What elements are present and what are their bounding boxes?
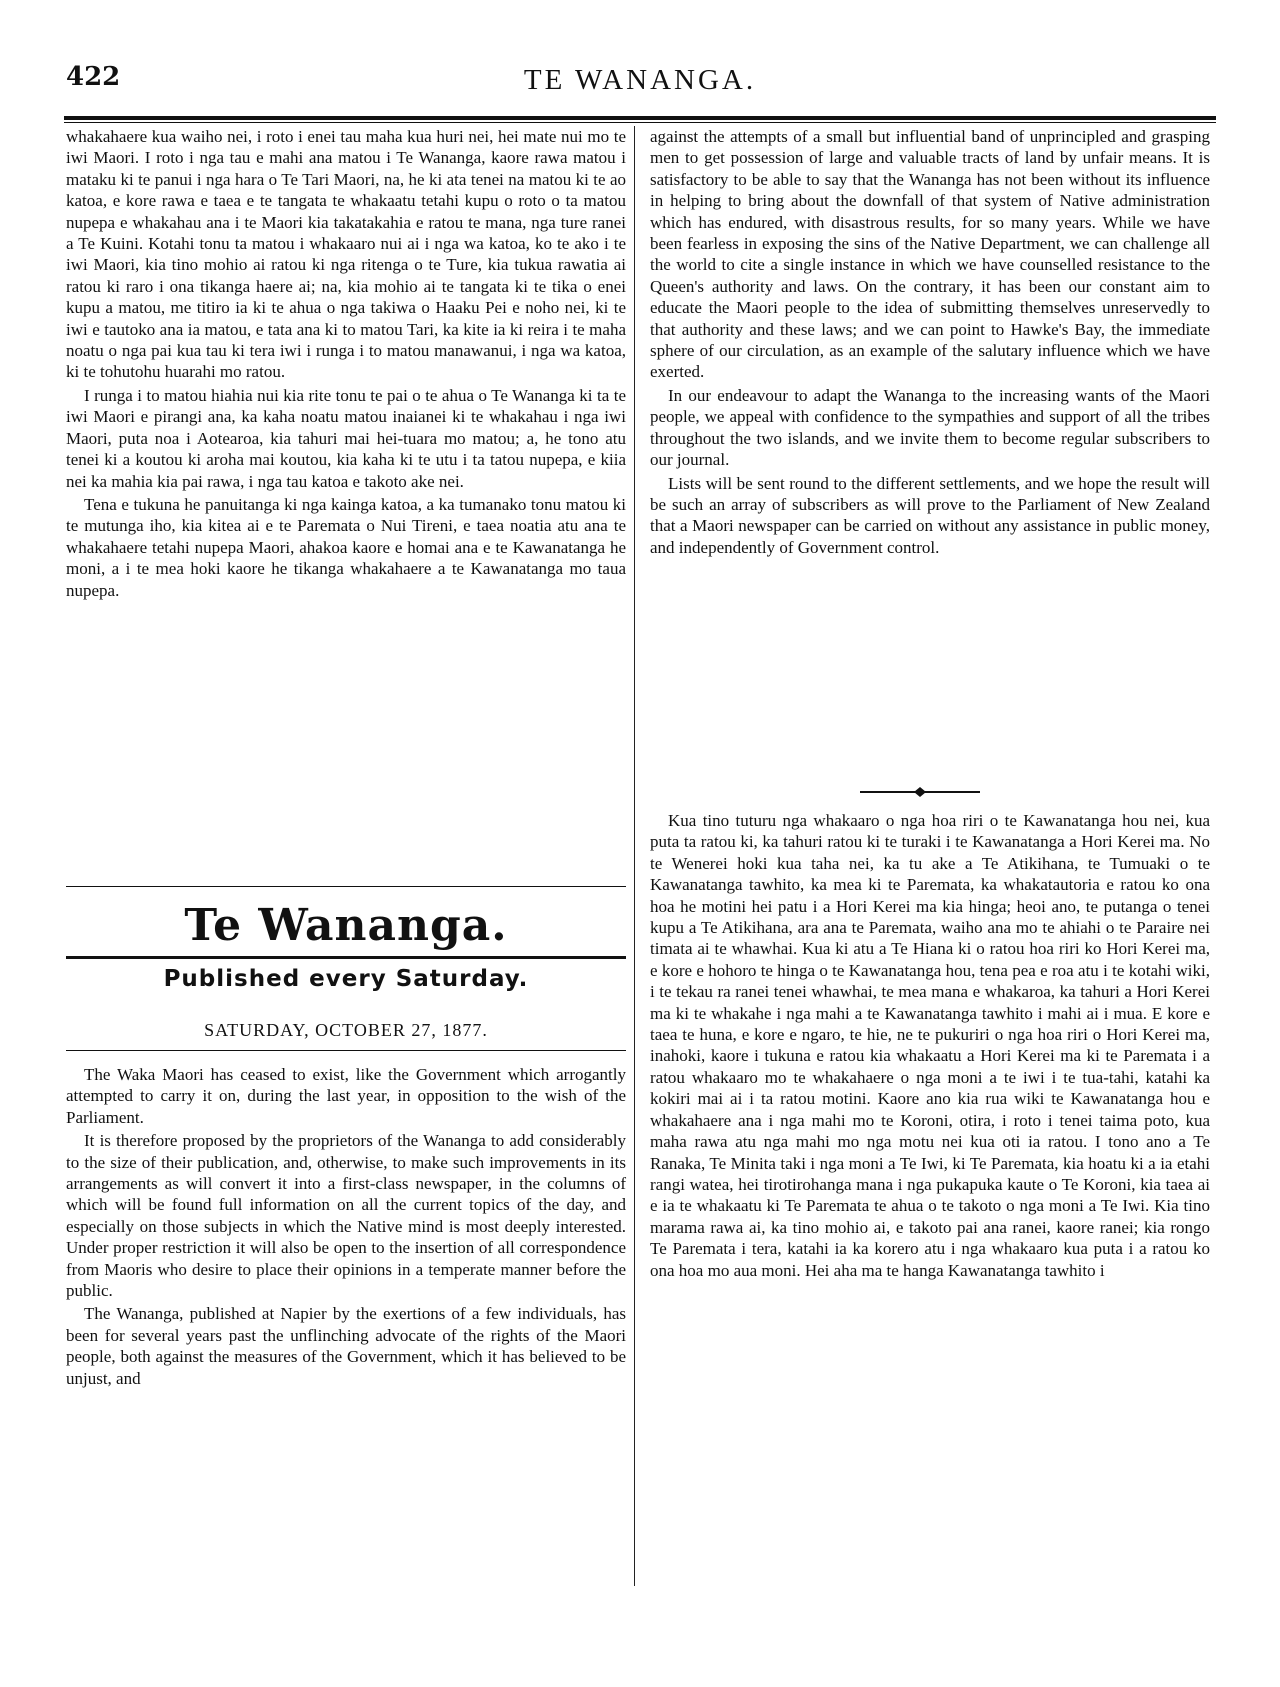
masthead-rule-bottom bbox=[66, 1050, 626, 1051]
paragraph: In our endeavour to adapt the Wananga to the increasing wants of the Maori people, we appeal with confidence to the sympathies and support of all the tribes throughout the two islands, and we invite them to become regular subscribers to our journal. bbox=[650, 385, 1210, 470]
header-rule-thin bbox=[64, 122, 1216, 123]
masthead-title: Te Wananga. bbox=[184, 900, 508, 951]
paragraph: whakahaere kua waiho nei, i roto i enei tau maha kua huri nei, hei mate nui mo te iwi Maori. I roto i nga tau e mahi ana matou i Te Wananga, kaore rawa matou i mataku ki te panui i nga hara o Te Tari Maori, na, he ki ata tenei na matou ki te ao katoa, e kore rawa e taea e te tangata te whakaatu tetahi kupu o roto o ta matou nupepa e whakahau ana i te Maori kia takatakahia e ratou te mana, nga ture ranei a Te Kuini. Kotahi tonu ta matou i whakaaro nui ai i nga wa katoa, ko te ako i te iwi Maori, kia tino mohio ai ratou ki nga ritenga o te Ture, kia tukua rawatia ai ratou ki raro i ona tikanga haere ai; na, kia mohio ai te tangata ki te tika o enei kupu a matou, me titiro ia ki te ahua o nga takiwa o Haaku Pei e noho nei, ki te iwi e tautoko ana ia matou, e tata ana ki to matou Tari, ka kite ia ki reira i te maha noatu o nga pai kua tau ki tera iwi i runga i to matou manawanui, i nga wa katoa, ki te tohutohu huarahi mo ratou. bbox=[66, 127, 626, 382]
page-number: 422 bbox=[66, 62, 121, 92]
paragraph: It is therefore proposed by the proprietors of the Wananga to add considerably to the size of their publication, and, otherwise, to make such improvements in its arrangements as will convert it into a first-class newspaper, in the columns of which will be found full information on all the current topics of the day, and especially on those subjects in which the Native mind is most deeply interested. Under proper restriction it will also be open to the insertion of all correspondence from Maoris who desire to place their opinions in a temperate manner before the public. bbox=[66, 1131, 626, 1301]
section-divider-ornament bbox=[860, 786, 980, 798]
header-rule bbox=[64, 116, 1216, 120]
masthead-rule-mid bbox=[66, 956, 626, 959]
masthead-subtitle: Published every Saturday. bbox=[163, 966, 529, 992]
paragraph: The Wananga, published at Napier by the exertions of a few individuals, has been for several years past the unflinching advocate of the rights of the Maori people, both against the measures of the Government, which it has believed to be unjust, and bbox=[66, 1304, 626, 1388]
right-column-maori bbox=[650, 810, 1210, 1281]
left-column-english bbox=[66, 1064, 626, 1389]
dateline: SATURDAY, OCTOBER 27, 1877. bbox=[204, 1020, 488, 1040]
right-column-english bbox=[650, 126, 1210, 558]
left-column-maori bbox=[66, 126, 626, 601]
paragraph: The Waka Maori has ceased to exist, like the Government which arrogantly attempted to carry it on, during the last year, in opposition to the wish of the Parliament. bbox=[66, 1065, 626, 1127]
paragraph: Lists will be sent round to the different settlements, and we hope the result will be such an array of subscribers as will prove to the Parliament of New Zealand that a Maori newspaper can be carried on without any assistance in public money, and independently of Government control. bbox=[650, 473, 1210, 557]
running-head: TE WANANGA. bbox=[523, 64, 757, 96]
masthead-rule-top bbox=[66, 886, 626, 887]
paragraph: Kua tino tuturu nga whakaaro o nga hoa riri o te Kawanatanga hou nei, kua puta ta ratou ki, ka tahuri ratou ki te turaki i te Kawanatanga a Hori Kerei ma. No te Wenerei hoki kua taha nei, ka tu ake a Te Atikihana, te Tumuaki o te Kawanatanga tawhito, ka mea ki te Paremata, ka whakatautoria e ratou ko ona hoa he motini hei patu i a Hori Kerei ma kia hinga; heoi ano, te putanga o tenei kupu a Te Atikihana, ara ana te Paremata, waiho ana mo te ahiahi o te Paraire nei timata ai te whawhai. Kua ki atu a Te Hiana ki o ratou hoa riri ko Hori Kerei ma, e kore e hohoro te hinga o te Kawanatanga hou, tena pea e roa atu i te kotahi wiki, i te tekau ra ranei tenei whawhai, te mea mana e whakaroa, ka tahuri a Hori Kerei ma ki te whakahe i nga mahi a te Kawanatanga tawhito i mahi ai i mua. E kore e taea te huna, e kore e ngaro, te hie, ne te pukuriri o nga hoa riri o Hori Kerei ma, inahoki, kaore i tukuna e ratou kia whakaatu a Hori Kerei ma ki te Paremata i a ratou whakaaro mo te whakahaere o nga moni a te iwi i te tua-tahi, katahi ka kokiri mai ai i ta ratou motini. Kaore ano kia rua wiki te Kawanatanga hou e whakahaere ana i nga mahi mo te Koroni, otira, i roto i tenei taima poto, kua maha rawa atu nga mahi mo nga motu nei kua oti ia ratou. I tono ano a Te Ranaka, Te Minita taki i nga moni a Te Iwi, ki Te Paremata, kia hoatu ki a ia etahi rangi watea, hei tirotirohanga mana i nga pukapuka kaute o Te Koroni, kia taea ai e ia te whakaatu ki Te Paremata te ahua o te takoto o nga moni a Te Iwi. Kia tino marama rawa ai, ka tino mohio ai, e takoto pai ana ranei, kaore ranei; kia rongo Te Paremata i tera, katahi ia ka korero atu i nga whakaaro kua puta i a ratou ko ona hoa mo aua moni. Hei aha ma te hanga Kawanatanga tawhito i bbox=[650, 811, 1210, 1280]
paragraph: I runga i to matou hiahia nui kia rite tonu te pai o te ahua o Te Wananga ki ta te iwi Maori e pirangi ana, ka kaha noatu matou inaianei ki te whakahau i nga iwi Maori, puta noa i Aotearoa, kia tahuri mai hei-tuara mo matou; a, he tono atu tenei ki a koutou ki aroha mai koutou, kia kaha ki te utu i ta tatou nupepa, e kiia nei ka mahia kia pai rawa, i nga tau katoa e takoto ake nei. bbox=[66, 385, 626, 491]
paragraph: against the attempts of a small but influential band of unprincipled and grasping men to get possession of large and valuable tracts of land by unfair means. It is satisfactory to be able to say that the Wananga has not been without its influence in helping to bring about the downfall of that system of Native administration which has endured, with disastrous results, for so many years. While we have been fearless in exposing the sins of the Native Department, we can challenge all the world to cite a single instance in which we have counselled resistance to the Queen's authority and laws. On the contrary, it has been our constant aim to educate the Maori people to the idea of submitting themselves unreservedly to that authority and these laws; and we can point to Hawke's Bay, the immediate sphere of our circulation, as an example of the salutary influence which we have exerted. bbox=[650, 127, 1210, 382]
column-divider bbox=[634, 126, 635, 1586]
paragraph: Tena e tukuna he panuitanga ki nga kainga katoa, a ka tumanako tonu matou ki te mutunga iho, kia kitea ai e te Paremata o Nui Tireni, e taea noatia atu ana te whakahaere tetahi nupepa Maori, ahakoa kaore e homai ana e te Kawanatanga he moni, a i te mea hoki kaore he tikanga whakahaere a te Kawanatanga mo taua nupepa. bbox=[66, 494, 626, 600]
